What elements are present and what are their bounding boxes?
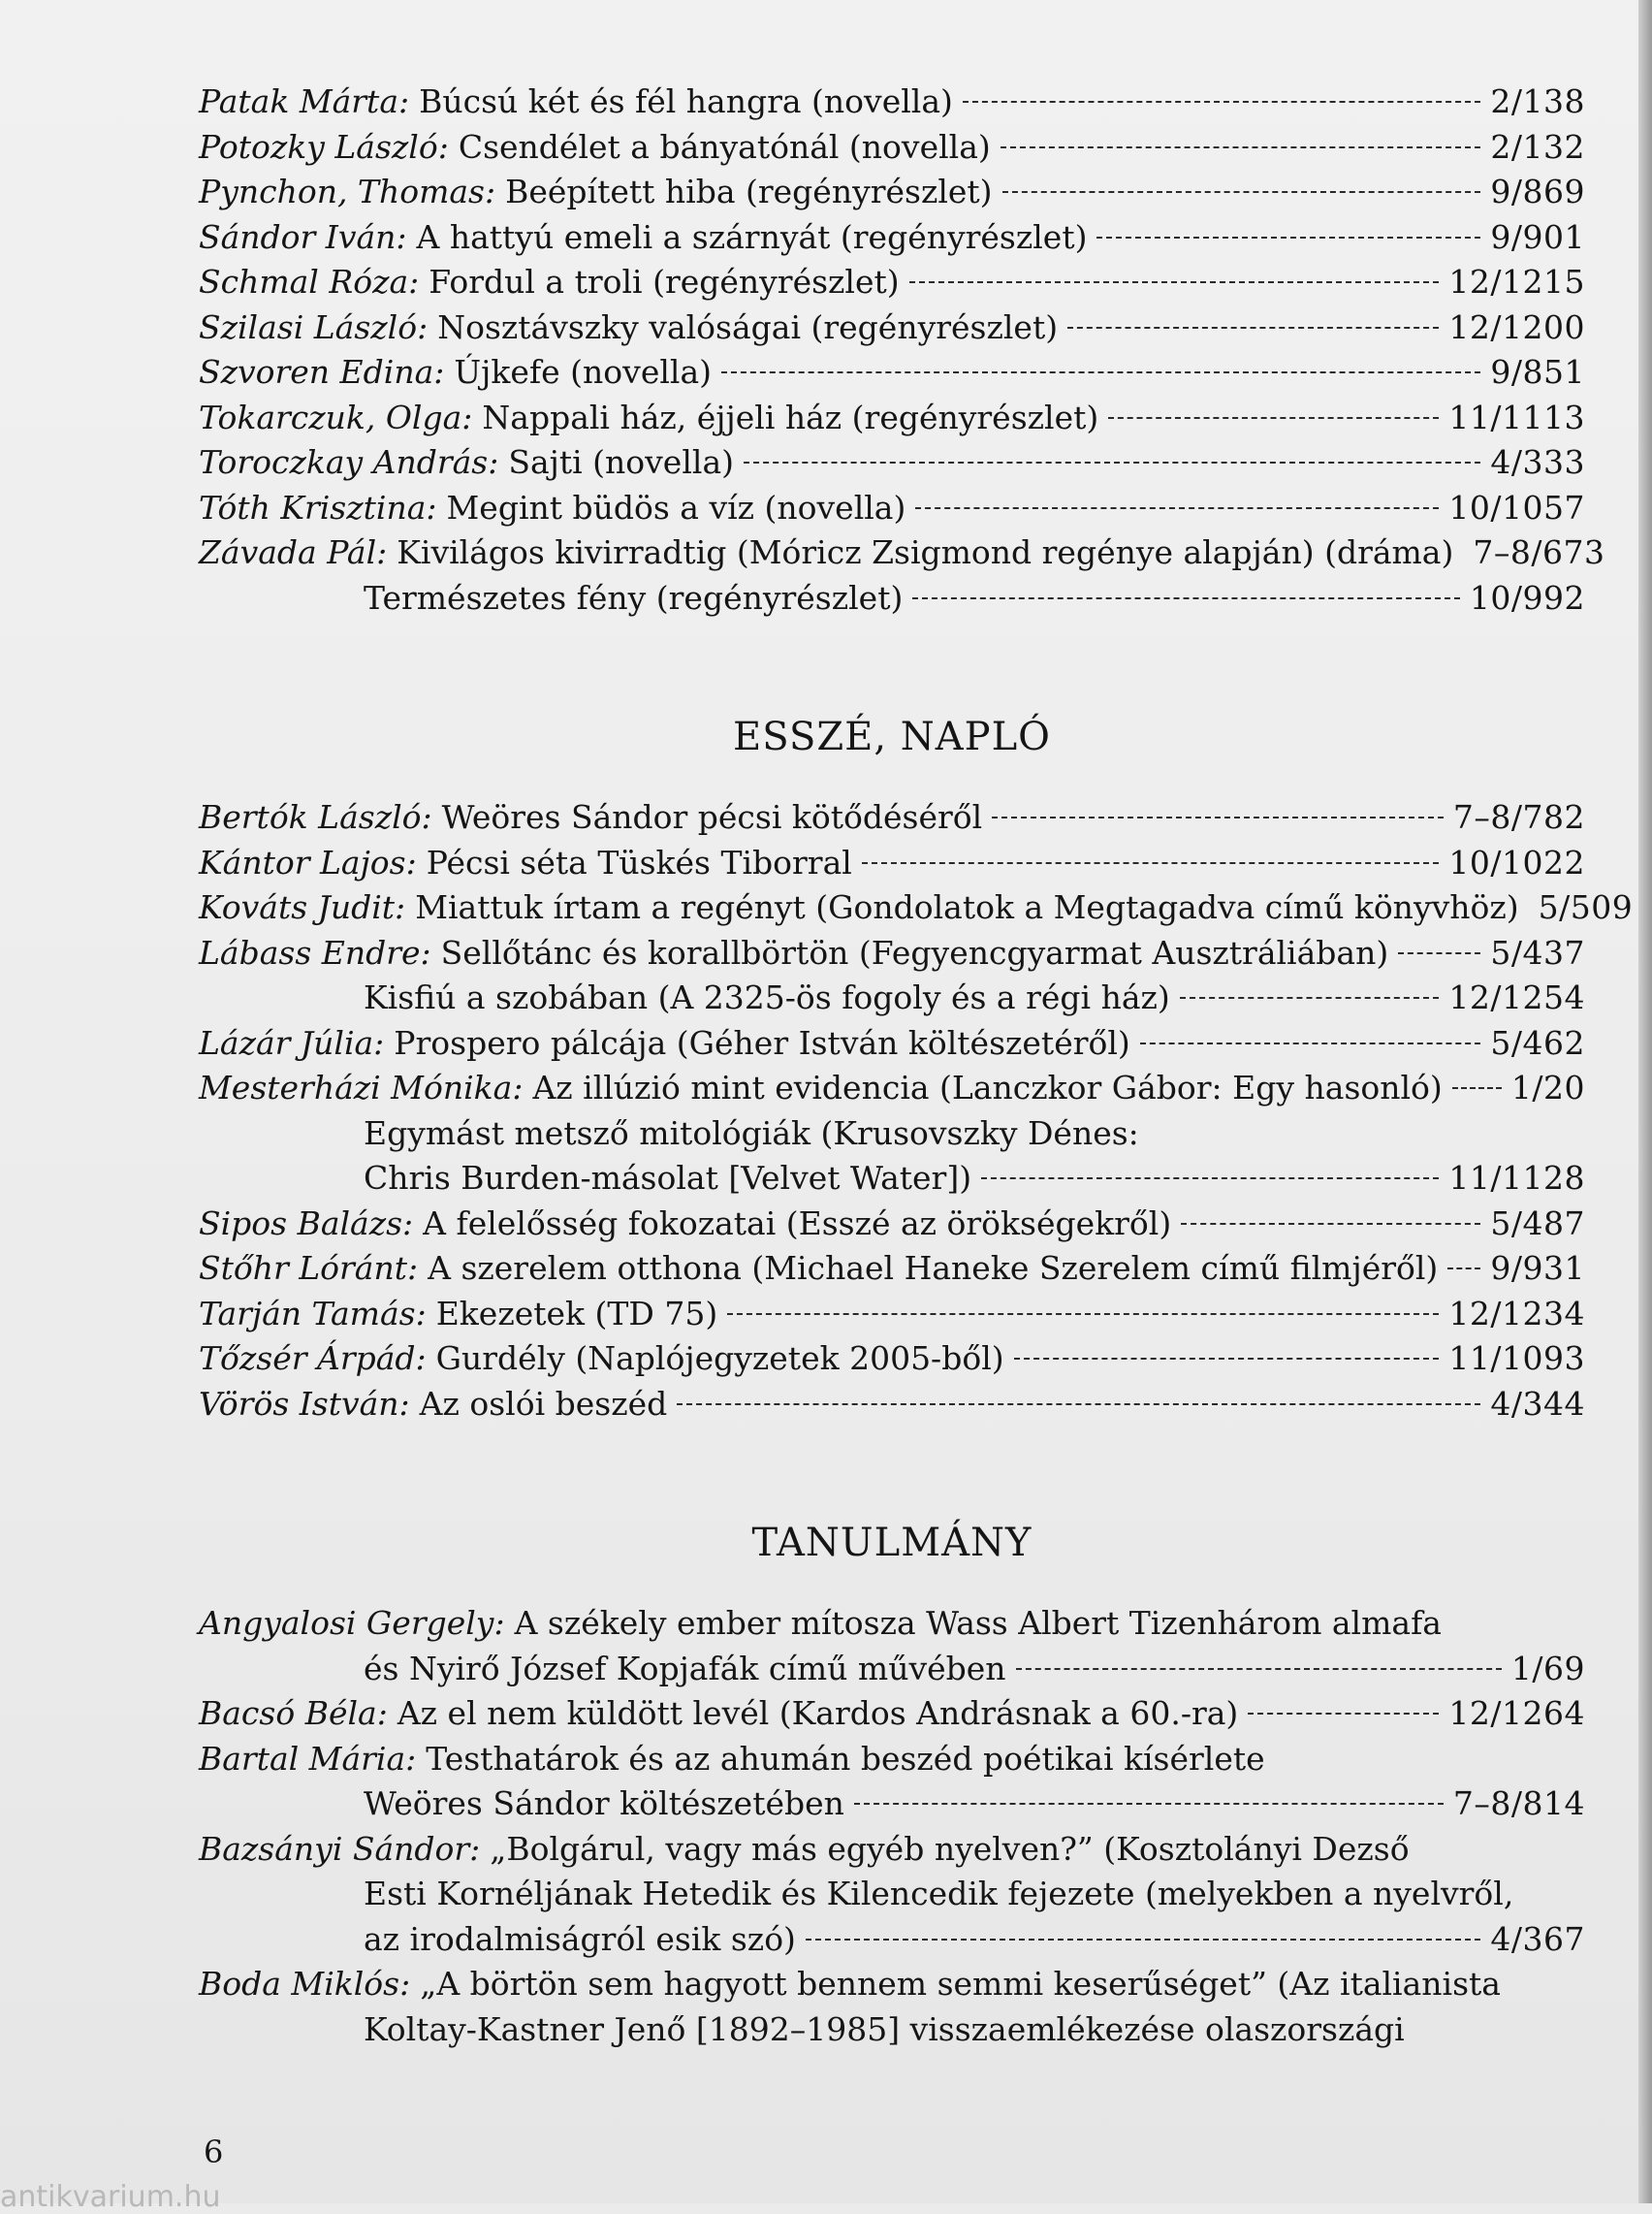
entry-page-ref: 9/851	[1490, 353, 1585, 391]
entry-title: Testhatárok és az ahumán beszéd poétikai kísérlete	[426, 1739, 1265, 1778]
entry-title: Pécsi séta Tüskés Tiborral	[426, 843, 852, 882]
entry-title: Búcsú két és fél hangra (novella)	[419, 82, 953, 120]
toc-entry	[199, 1647, 1585, 1692]
page-edge	[1638, 0, 1652, 2203]
toc-entry	[199, 841, 1585, 886]
toc-entry	[199, 1382, 1585, 1428]
entry-page-ref: 7–8/782	[1452, 798, 1585, 836]
dot-leader	[1014, 1358, 1440, 1360]
dot-leader	[1096, 237, 1480, 239]
toc-entry	[199, 976, 1585, 1021]
entry-page-ref: 1/20	[1510, 1069, 1585, 1107]
dot-leader	[1398, 952, 1480, 954]
entry-author: Boda Miklós:	[199, 1965, 411, 2003]
entry-title: Miattuk írtam a regényt (Gondolatok a Megtagadva című könyvhöz)	[415, 888, 1519, 926]
toc-entry	[199, 486, 1585, 531]
entry-page-ref: 12/1264	[1448, 1694, 1585, 1732]
toc-entry	[199, 931, 1585, 977]
section-heading: TANULMÁNY	[751, 1521, 1032, 1565]
entry-title: az irodalmiságról esik szó)	[364, 1919, 796, 1958]
toc-entry	[199, 1021, 1585, 1067]
dot-leader	[1140, 1043, 1481, 1044]
dot-leader	[1248, 1713, 1439, 1715]
toc-entry	[199, 576, 1585, 622]
table-of-contents	[199, 80, 1634, 2052]
entry-title: A székely ember mítosza Wass Albert Tizenhárom almafa	[514, 1604, 1442, 1642]
entry-author: Toroczkay András:	[199, 443, 499, 481]
entry-title: Az el nem küldött levél (Kardos Andrásnak a 60.-ra)	[397, 1694, 1239, 1732]
toc-entry	[199, 1066, 1585, 1111]
toc-entry	[199, 1336, 1585, 1382]
entry-page-ref: 9/869	[1490, 173, 1585, 210]
toc-entry	[199, 396, 1585, 441]
entry-page-ref: 11/1093	[1448, 1339, 1585, 1377]
entry-title: Gurdély (Naplójegyzetek 2005-ből)	[435, 1339, 1004, 1377]
dot-leader	[862, 862, 1440, 864]
entry-author: Stőhr Lóránt:	[199, 1249, 419, 1287]
entry-author: Szilasi László:	[199, 307, 429, 346]
entry-page-ref: 5/509	[1538, 888, 1634, 926]
entry-title: Sajti (novella)	[508, 443, 734, 481]
entry-title: Chris Burden-másolat [Velvet Water])	[364, 1159, 972, 1197]
toc-entry	[199, 1601, 1585, 1647]
dot-leader	[1067, 327, 1439, 329]
dot-leader	[1016, 1668, 1502, 1670]
entry-author: Závada Pál:	[199, 533, 388, 571]
entry-title: Ekezetek (TD 75)	[435, 1294, 718, 1332]
dot-leader	[721, 371, 1480, 373]
entry-author: Pynchon, Thomas:	[199, 173, 496, 210]
entry-title: Az oslói beszéd	[419, 1384, 668, 1423]
section-heading: ESSZÉ, NAPLÓ	[733, 715, 1051, 759]
entry-title: Nappali ház, éjjeli ház (regényrészlet)	[482, 398, 1099, 436]
entry-author: Kántor Lajos:	[199, 843, 417, 882]
entry-title: Egymást metsző mitológiák (Krusovszky Dénes:	[364, 1113, 1139, 1152]
entry-title: Fordul a troli (regényrészlet)	[429, 263, 900, 301]
dot-leader	[909, 281, 1440, 283]
dot-leader	[854, 1803, 1444, 1805]
toc-entry	[199, 1962, 1585, 2007]
entry-page-ref: 4/344	[1490, 1384, 1585, 1423]
dot-leader	[992, 817, 1444, 818]
entry-page-ref: 12/1200	[1448, 307, 1585, 346]
dot-leader	[963, 101, 1481, 103]
entry-author: Bartal Mária:	[199, 1739, 417, 1778]
dot-leader	[981, 1177, 1439, 1179]
toc-entry	[199, 530, 1605, 576]
entry-title: A hattyú emeli a szárnyát (regényrészlet)	[416, 217, 1088, 256]
entry-page-ref: 9/931	[1490, 1249, 1585, 1287]
toc-entry	[199, 260, 1585, 305]
entry-title: Beépített hiba (regényrészlet)	[505, 173, 993, 210]
toc-entry	[199, 1156, 1585, 1202]
entry-author: Kováts Judit:	[199, 888, 406, 926]
toc-entry	[199, 1781, 1585, 1827]
toc-entry	[199, 170, 1585, 215]
entry-title: „A börtön sem hagyott bennem semmi keserűséget” (Az italianista	[420, 1965, 1501, 2003]
entry-author: Mesterházi Mónika:	[199, 1069, 524, 1107]
dot-leader	[677, 1403, 1480, 1405]
entry-page-ref: 10/1022	[1448, 843, 1585, 882]
entry-author: Patak Márta:	[199, 82, 410, 120]
entry-title: A szerelem otthona (Michael Haneke Szerelem című filmjéről)	[428, 1249, 1439, 1287]
entry-continuation: Esti Kornéljának Hetedik és Kilencedik fejezete (melyekben a nyelvről,	[364, 1875, 1514, 1912]
entry-page-ref: 2/132	[1490, 127, 1585, 166]
dot-leader	[806, 1939, 1480, 1941]
page-number: 6	[204, 2134, 224, 2170]
entry-page-ref: 5/437	[1490, 933, 1585, 972]
toc-entry	[199, 1246, 1585, 1292]
entry-title: Kisfiú a szobában (A 2325-ös fogoly és a régi ház)	[364, 979, 1170, 1016]
dot-leader	[912, 597, 1460, 599]
entry-author: Tarján Tamás:	[199, 1294, 427, 1332]
entry-continuation: Koltay-Kastner Jenő [1892–1985] visszaemlékezése olaszországi	[364, 2009, 1405, 2048]
entry-author: Lázár Júlia:	[199, 1023, 385, 1062]
entry-title: „Bolgárul, vagy más egyéb nyelven?” (Kosztolányi Dezső	[490, 1829, 1410, 1868]
entry-page-ref: 12/1254	[1448, 979, 1585, 1016]
entry-author: Tóth Krisztina:	[199, 488, 437, 527]
dot-leader	[1002, 191, 1481, 193]
entry-author: Sándor Iván:	[199, 217, 407, 256]
entry-title: Kivilágos kivirradtig (Móricz Zsigmond regénye alapján) (dráma)	[397, 533, 1454, 571]
dot-leader	[1181, 1223, 1480, 1225]
toc-entry	[199, 1917, 1585, 1963]
entry-page-ref: 12/1234	[1448, 1294, 1585, 1332]
entry-page-ref: 7–8/673	[1473, 533, 1605, 571]
entry-author: Potozky László:	[199, 127, 449, 166]
entry-author: Bacsó Béla:	[199, 1694, 388, 1732]
entry-title: Az illúzió mint evidencia (Lanczkor Gábor: Egy hasonló)	[532, 1069, 1443, 1107]
toc-entry	[199, 125, 1585, 171]
entry-title: Nosztávszky valóságai (regényrészlet)	[437, 307, 1059, 346]
entry-author: Angyalosi Gergely:	[199, 1604, 505, 1642]
entry-page-ref: 5/462	[1490, 1023, 1585, 1062]
entry-title: Prospero pálcája (Géher István költészetéről)	[394, 1023, 1130, 1062]
entry-title: Természetes fény (regényrészlet)	[364, 578, 904, 617]
entry-title: A felelősség fokozatai (Esszé az örökségekről)	[423, 1203, 1172, 1242]
toc-entry	[199, 1827, 1585, 1873]
entry-title: és Nyirő József Kopjafák című művében	[364, 1649, 1006, 1687]
dot-leader	[727, 1313, 1439, 1315]
dot-leader	[1180, 997, 1440, 999]
toc-entry	[199, 440, 1585, 486]
entry-author: Schmal Róza:	[199, 263, 420, 301]
toc-entry	[199, 215, 1585, 261]
entry-page-ref: 7–8/814	[1452, 1784, 1585, 1822]
toc-entry	[199, 1691, 1585, 1737]
entry-author: Vörös István:	[199, 1384, 410, 1423]
entry-page-ref: 2/138	[1490, 82, 1585, 120]
entry-author: Bazsányi Sándor:	[199, 1829, 481, 1868]
toc-entry	[199, 350, 1585, 396]
entry-page-ref: 5/487	[1490, 1203, 1585, 1242]
entry-page-ref: 4/333	[1490, 443, 1585, 481]
entry-author: Tokarczuk, Olga:	[199, 398, 473, 436]
entry-author: Lábass Endre:	[199, 933, 431, 972]
entry-page-ref: 11/1113	[1448, 398, 1585, 436]
entry-title: Sellőtánc és korallbörtön (Fegyencgyarmat Ausztráliában)	[440, 933, 1389, 972]
entry-page-ref: 1/69	[1510, 1649, 1585, 1687]
dot-leader	[915, 507, 1439, 509]
entry-page-ref: 10/1057	[1448, 488, 1585, 527]
dot-leader	[1108, 417, 1439, 419]
entry-title: Weöres Sándor költészetében	[364, 1784, 844, 1822]
entry-author: Bertók László:	[199, 798, 432, 836]
entry-title: Megint büdös a víz (novella)	[446, 488, 906, 527]
toc-entry	[199, 1737, 1585, 1782]
entry-page-ref: 11/1128	[1448, 1159, 1585, 1197]
dot-leader	[1001, 146, 1481, 148]
dot-leader	[744, 462, 1480, 464]
entry-author: Szvoren Edina:	[199, 353, 445, 391]
toc-entry	[199, 1111, 1585, 1157]
entry-page-ref: 4/367	[1490, 1919, 1585, 1958]
toc-entry	[199, 885, 1634, 931]
entry-title: Csendélet a bányatónál (novella)	[458, 127, 991, 166]
entry-page-ref: 9/901	[1490, 217, 1585, 256]
entry-title: Újkefe (novella)	[454, 353, 713, 391]
toc-entry	[199, 80, 1585, 125]
dot-leader	[1452, 1087, 1502, 1089]
entry-author: Tőzsér Árpád:	[199, 1339, 427, 1377]
entry-author: Sipos Balázs:	[199, 1203, 414, 1242]
toc-entry	[199, 305, 1585, 351]
toc-entry	[199, 1202, 1585, 1247]
entry-page-ref: 10/992	[1469, 578, 1585, 617]
entry-title: Weöres Sándor pécsi kötődéséről	[441, 798, 983, 836]
entry-page-ref: 12/1215	[1448, 263, 1585, 301]
toc-entry	[199, 795, 1585, 841]
watermark: antikvarium.hu	[0, 2180, 221, 2214]
toc-entry	[199, 1292, 1585, 1337]
dot-leader	[1447, 1267, 1480, 1269]
